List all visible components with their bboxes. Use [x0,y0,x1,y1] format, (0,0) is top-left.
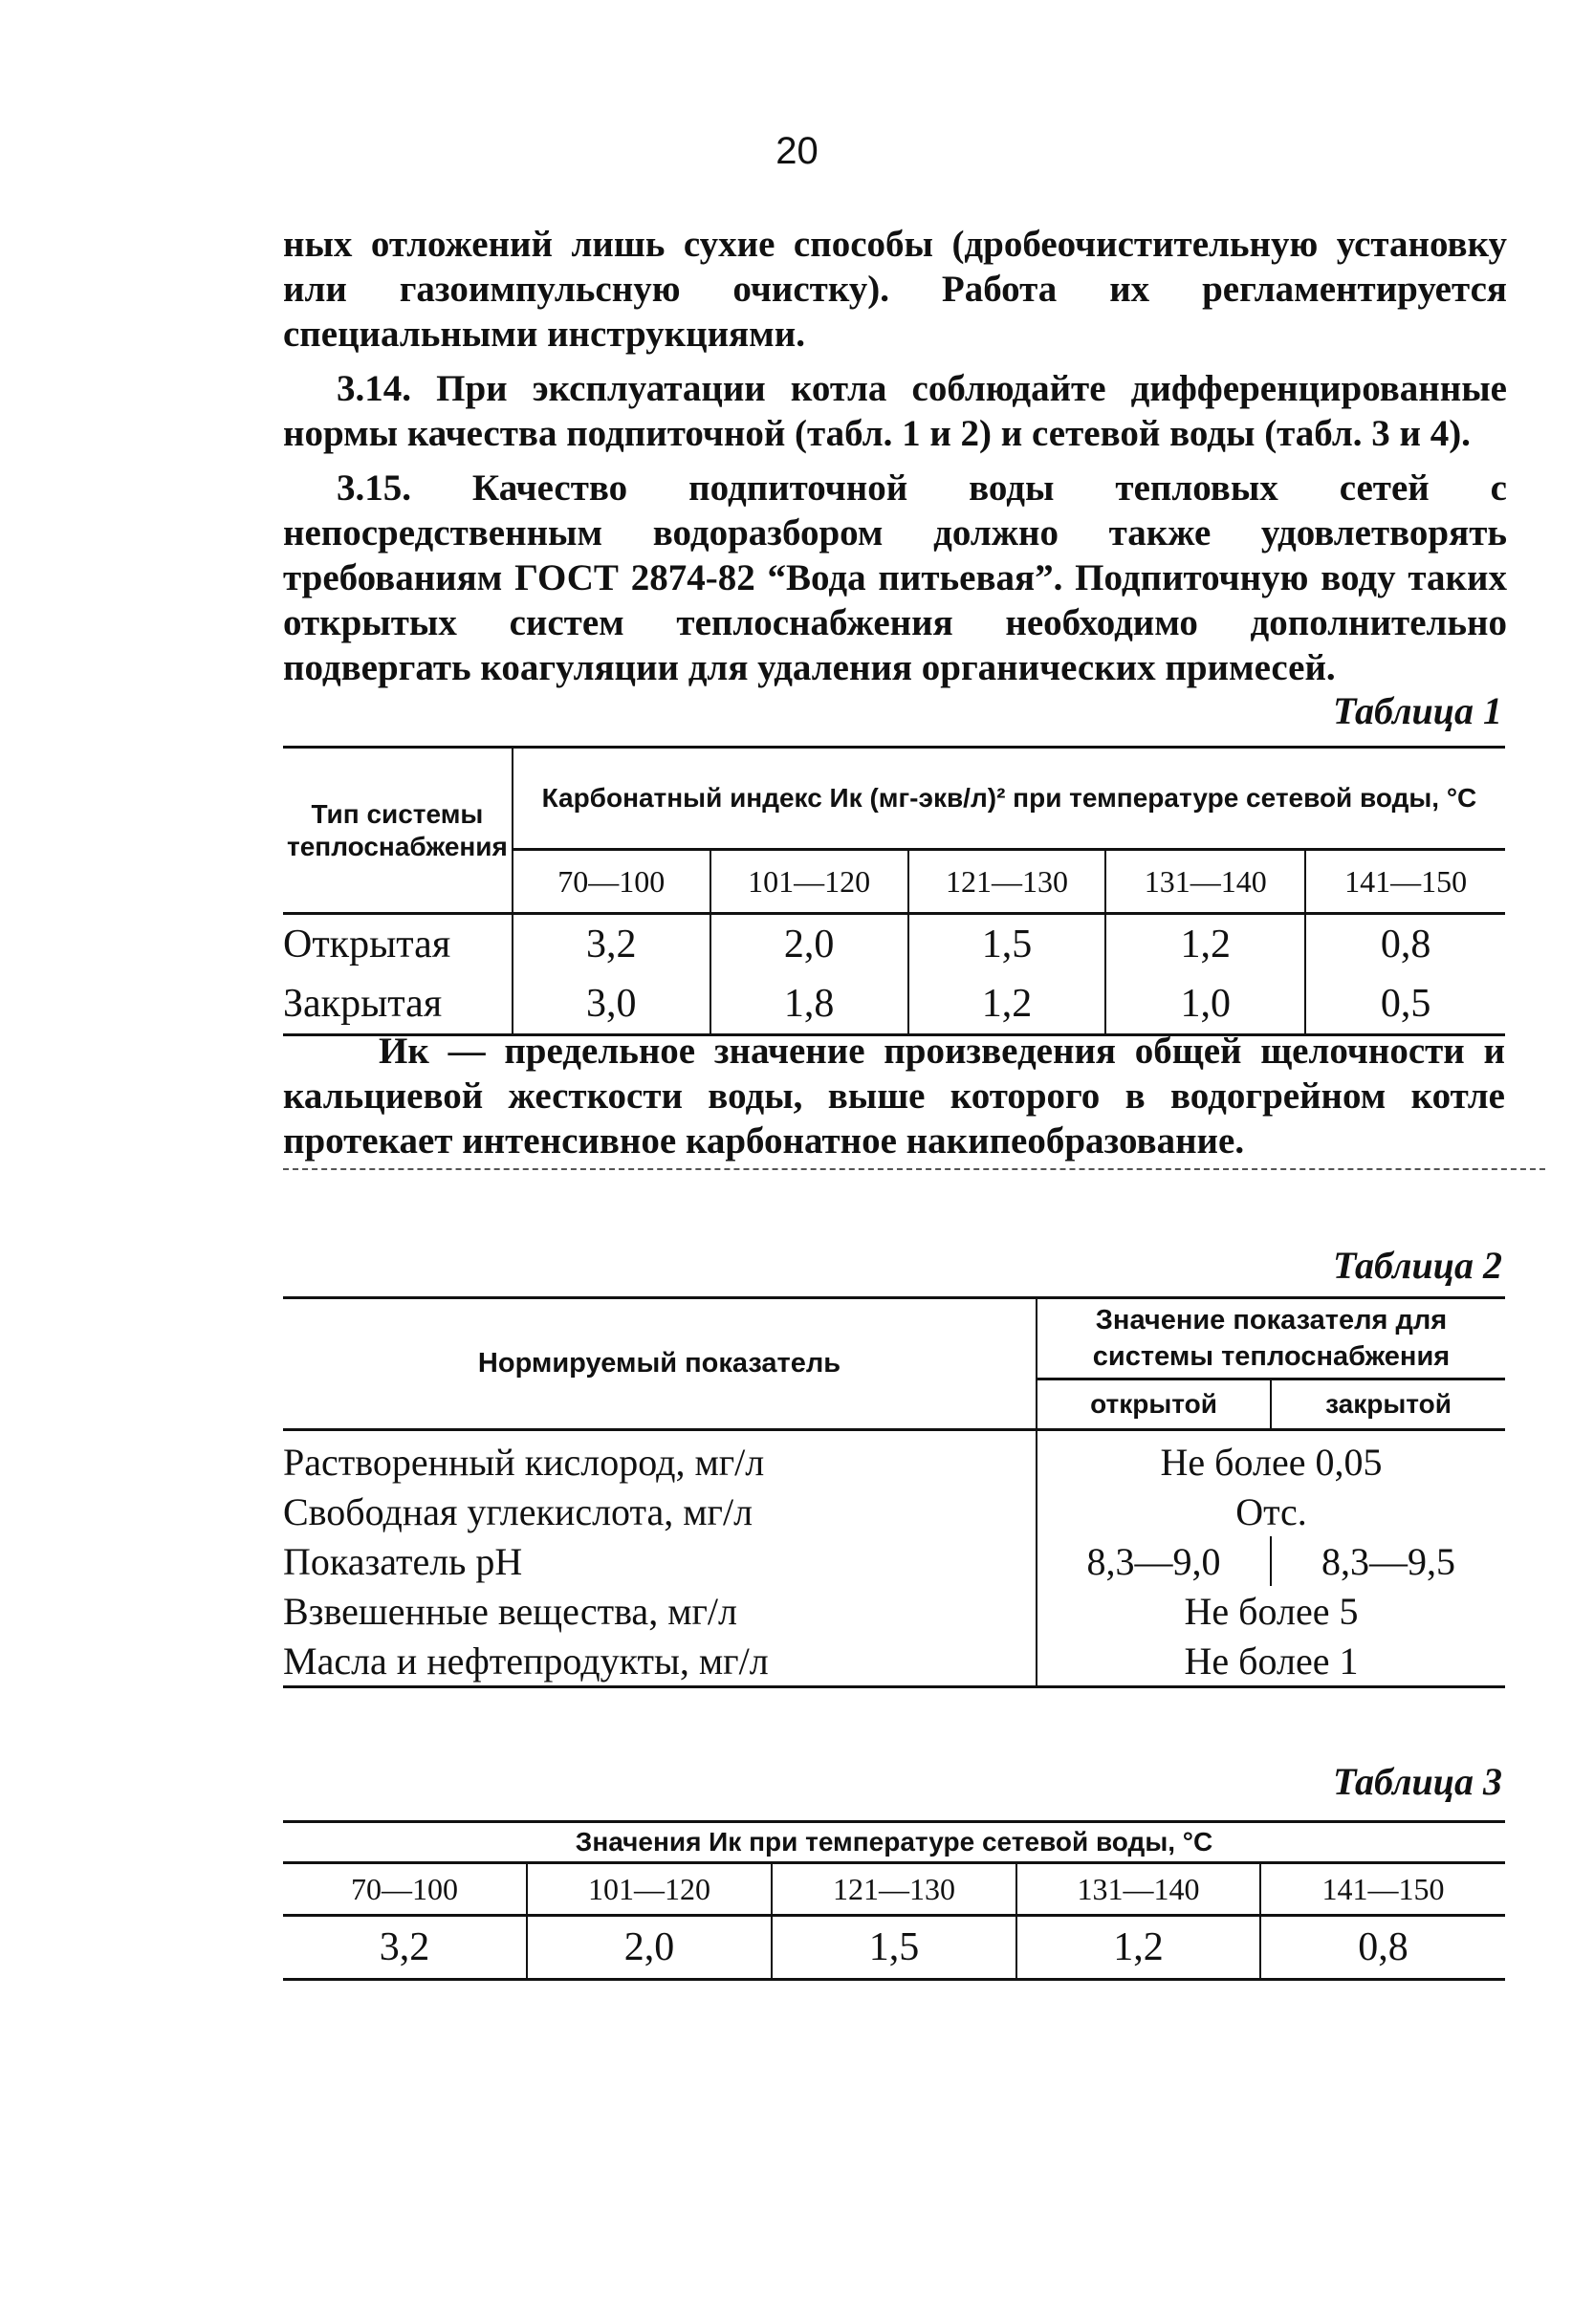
table-row [283,1430,1505,1488]
table-row [283,1487,1505,1536]
table-row [283,1916,1505,1980]
table2-row-label: Показатель рН [283,1536,1037,1586]
table1-cell: 1,5 [908,914,1106,975]
table3-temp-header: 131—140 [1016,1863,1260,1916]
paragraph-3-14: 3.14. При эксплуатации котла соблюдайте дифференцированные нормы качества подпиточной (табл. 1 и 2) и сетевой воды (табл. 3 и 4). [283,368,1507,454]
table3-cell: 1,2 [1016,1916,1260,1980]
table2-row-label: Свободная углекислота, мг/л [283,1487,1037,1536]
table3-cell: 0,8 [1260,1916,1505,1980]
table1-cell: 3,2 [513,914,710,975]
table-row [283,1536,1505,1586]
table2-cell: Не более 5 [1184,1589,1359,1633]
table2-cell: Не более 1 [1037,1636,1505,1687]
table1-temp-header: 131—140 [1105,850,1305,914]
table2-caption: Таблица 2 [1333,1244,1502,1287]
table2-row-label: Масла и нефтепродукты, мг/л [283,1636,1037,1687]
table1-cell: 0,8 [1380,923,1431,967]
table1-temp-header: 141—150 [1305,850,1505,914]
table1-group-header: Карбонатный индекс Ик (мг-экв/л)² при температуре сетевой воды, °С [513,748,1505,850]
table1-row-label: Закрытая [283,974,513,1035]
table2-sub-closed: закрытой [1271,1379,1505,1430]
table3-cell: 1,5 [772,1916,1016,1980]
table1 [283,746,1505,1036]
page-number: 20 [775,130,819,172]
table3-caption: Таблица 3 [1333,1760,1502,1803]
table1-cell: 1,0 [1105,974,1305,1035]
table2-row-label: Взвешенные вещества, мг/л [283,1586,1037,1636]
table1-cell: 1,2 [1105,914,1305,975]
table1-temp-header: 101—120 [710,850,908,914]
table1-row-label: Открытая [283,914,513,975]
table2-sub-open: открытой [1037,1379,1271,1430]
table3-cell: 3,2 [283,1916,527,1980]
body-text [283,222,1507,700]
table3-temp-header: 121—130 [772,1863,1016,1916]
table-row [283,914,1505,975]
paragraph-continuation: ных отложений лишь сухие способы (дробеочистительную установку или газоимпульсную очистку). Работа их регламентируется специальными инструкциями. [283,224,1507,355]
table2-cell-open: 8,3—9,0 [1037,1536,1271,1586]
table-row [283,974,1505,1035]
table1-cell: 1,8 [710,974,908,1035]
table3 [283,1820,1505,1981]
table3-group-header: Значения Ик при температуре сетевой воды, °С [283,1822,1505,1863]
table-row [283,1636,1505,1687]
table2-cell: Отс. [1235,1489,1307,1533]
note-text: Ик — предельное значение произведения общей щелочности и кальциевой жесткости воды, выше которого в водогрейном котле протекает интенсивное карбонатное накипеобразование. [283,1031,1505,1162]
table1-col0-header: Тип системы теплоснабжения [283,748,513,914]
table1-cell: 1,2 [908,974,1106,1035]
paragraph-3-15: 3.15. Качество подпиточной воды тепловых сетей с непосредственным водоразбором должно также удовлетворять требованиям ГОСТ 2874-82 “Вода питьевая”. Подпиточную воду таких открытых систем теплоснабжения необходимо дополнительно подвергать коагуляции для удаления органических примесей. [283,467,1507,688]
table2-cell-closed: 8,3—9,5 [1321,1539,1455,1583]
table2-col0-header: Нормируемый показатель [283,1298,1037,1430]
table2-group-header: Значение показателя для системы теплоснабжения [1037,1298,1505,1379]
table-row [283,1586,1505,1636]
table1-cell: 3,0 [513,974,710,1035]
table3-temp-header: 101—120 [527,1863,772,1916]
table2-cell: Не более 0,05 [1160,1440,1383,1484]
table2 [283,1296,1505,1688]
table3-cell: 2,0 [527,1916,772,1980]
table3-temp-header: 70—100 [283,1863,527,1916]
table2-row-label: Растворенный кислород, мг/л [283,1430,1037,1488]
table1-caption: Таблица 1 [1333,689,1502,732]
table1-cell: 2,0 [710,914,908,975]
table1-temp-header: 70—100 [513,850,710,914]
table3-temp-header: 141—150 [1260,1863,1505,1916]
table1-temp-header: 121—130 [908,850,1106,914]
table1-cell: 0,5 [1305,974,1505,1035]
divider [283,1168,1545,1170]
table1-note [283,1029,1505,1163]
